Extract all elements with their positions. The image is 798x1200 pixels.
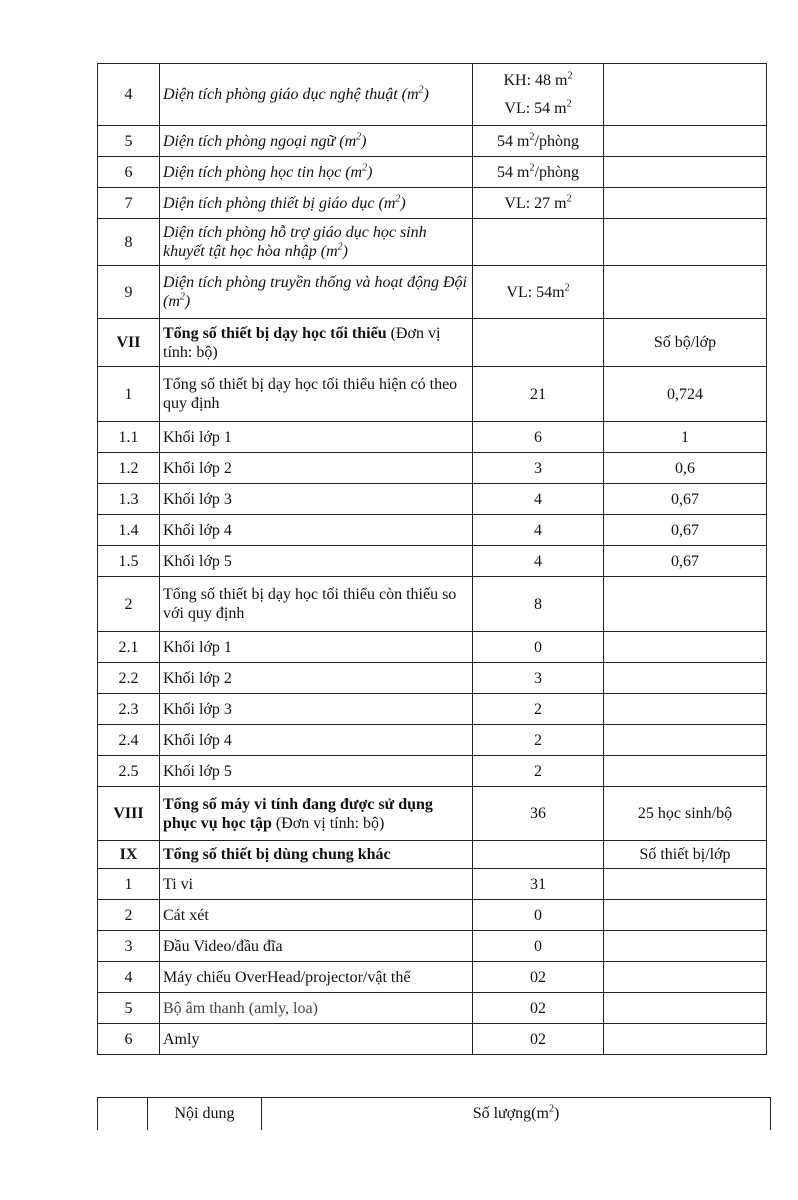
row-number: 1.1 xyxy=(98,422,160,453)
row-number: 9 xyxy=(98,266,160,319)
table-row xyxy=(98,694,767,725)
row-number: 1.3 xyxy=(98,484,160,515)
table-row xyxy=(98,64,767,126)
table-row xyxy=(98,188,767,219)
row-extra xyxy=(604,219,767,266)
row-value: 4 xyxy=(473,546,604,577)
row-value: 2 xyxy=(473,725,604,756)
table-row xyxy=(98,546,767,577)
row-extra xyxy=(604,64,767,126)
row-value: 54 $m^2$/phòng xyxy=(473,157,604,188)
row-extra xyxy=(604,725,767,756)
row-number: 6 xyxy=(98,1024,160,1055)
row-extra xyxy=(604,869,767,900)
table-row xyxy=(98,900,767,931)
row-description: Bộ âm thanh (amly, loa) xyxy=(160,993,473,1024)
row-number: VII xyxy=(98,319,160,367)
row-description: Khối lớp 1 xyxy=(160,632,473,663)
row-extra: 0,67 xyxy=(604,515,767,546)
row-number: VIII xyxy=(98,787,160,841)
row-description: Tổng số thiết bị dùng chung khác xyxy=(160,841,473,869)
row-value: 0 xyxy=(473,632,604,663)
table-row xyxy=(98,1024,767,1055)
row-value: VL: 27 $m^2$ xyxy=(473,188,604,219)
table-row xyxy=(98,422,767,453)
row-value: 6 xyxy=(473,422,604,453)
table-row xyxy=(98,632,767,663)
row-description: Máy chiếu OverHead/projector/vật thể xyxy=(160,962,473,993)
table-row xyxy=(98,869,767,900)
table-row xyxy=(98,266,767,319)
row-extra xyxy=(604,663,767,694)
table-row xyxy=(98,841,767,869)
row-extra xyxy=(604,1024,767,1055)
row-value: 02 xyxy=(473,993,604,1024)
row-number: 1.5 xyxy=(98,546,160,577)
row-value: 31 xyxy=(473,869,604,900)
row-description: Tổng số thiết bị dạy học tối thiểu (Đơn vị tính: bộ) xyxy=(160,319,473,367)
row-value: 02 xyxy=(473,1024,604,1055)
table-row xyxy=(98,515,767,546)
row-description: Khối lớp 5 xyxy=(160,756,473,787)
row-value: 2 xyxy=(473,756,604,787)
table-row xyxy=(98,931,767,962)
area-table-header xyxy=(97,1097,771,1130)
row-extra: Số bộ/lớp xyxy=(604,319,767,367)
row-extra xyxy=(604,900,767,931)
table-row xyxy=(98,663,767,694)
row-description: Diện tích phòng truyền thống và hoạt động Đội $(m^2)$ xyxy=(160,266,473,319)
row-value: 4 xyxy=(473,515,604,546)
row-number: 2.4 xyxy=(98,725,160,756)
facility-table xyxy=(97,63,767,1055)
row-description: Đầu Video/đầu đĩa xyxy=(160,931,473,962)
row-extra: 0,724 xyxy=(604,367,767,422)
row-number: 6 xyxy=(98,157,160,188)
row-description: Khối lớp 3 xyxy=(160,484,473,515)
row-extra: 0,67 xyxy=(604,484,767,515)
row-value: 8 xyxy=(473,577,604,632)
table-row xyxy=(98,993,767,1024)
table-row xyxy=(98,126,767,157)
row-number: 1.4 xyxy=(98,515,160,546)
table-row xyxy=(98,319,767,367)
row-value: 0 xyxy=(473,900,604,931)
row-description: Amly xyxy=(160,1024,473,1055)
row-description: Khối lớp 1 xyxy=(160,422,473,453)
row-number: 4 xyxy=(98,962,160,993)
row-number: 7 xyxy=(98,188,160,219)
table-row xyxy=(98,787,767,841)
row-number: 1.2 xyxy=(98,453,160,484)
row-description: Diện tích phòng giáo dục nghệ thuật $(m^2)$ xyxy=(160,64,473,126)
row-description: Khối lớp 4 xyxy=(160,515,473,546)
row-description: Khối lớp 2 xyxy=(160,453,473,484)
row-value xyxy=(473,841,604,869)
row-value xyxy=(473,319,604,367)
row-number: 5 xyxy=(98,126,160,157)
header-quantity: Số $lượng(m^2)$ xyxy=(262,1098,771,1131)
table-row xyxy=(98,157,767,188)
row-number: 1 xyxy=(98,367,160,422)
table-row xyxy=(98,367,767,422)
row-value: 02 xyxy=(473,962,604,993)
row-description: Cát xét xyxy=(160,900,473,931)
row-description: Khối lớp 2 xyxy=(160,663,473,694)
row-extra xyxy=(604,577,767,632)
row-description: Ti vi xyxy=(160,869,473,900)
row-extra: 0,6 xyxy=(604,453,767,484)
row-description: Diện tích phòng học tin học $(m^2)$ xyxy=(160,157,473,188)
row-extra: 25 học sinh/bộ xyxy=(604,787,767,841)
row-extra: 1 xyxy=(604,422,767,453)
table-row xyxy=(98,725,767,756)
row-extra: 0,67 xyxy=(604,546,767,577)
row-number: 5 xyxy=(98,993,160,1024)
table-row xyxy=(98,219,767,266)
row-description: Diện tích phòng thiết bị giáo dục $(m^2)$ xyxy=(160,188,473,219)
row-extra xyxy=(604,993,767,1024)
row-description: Khối lớp 5 xyxy=(160,546,473,577)
row-extra xyxy=(604,694,767,725)
row-extra xyxy=(604,126,767,157)
row-description: Diện tích phòng hỗ trợ giáo dục học sinh khuyết tật học hòa nhập $(m^2)$ xyxy=(160,219,473,266)
row-number: 2 xyxy=(98,900,160,931)
row-value: 2 xyxy=(473,694,604,725)
row-number: 8 xyxy=(98,219,160,266)
row-number: 2.3 xyxy=(98,694,160,725)
row-number: 2.5 xyxy=(98,756,160,787)
row-extra xyxy=(604,266,767,319)
row-value: 0 xyxy=(473,931,604,962)
row-value: 21 xyxy=(473,367,604,422)
row-number: 4 xyxy=(98,64,160,126)
row-number: 2 xyxy=(98,577,160,632)
row-description: Khối lớp 4 xyxy=(160,725,473,756)
row-value: VL: $54m^2$ xyxy=(473,266,604,319)
row-number: 2.1 xyxy=(98,632,160,663)
row-value: 4 xyxy=(473,484,604,515)
row-number: 2.2 xyxy=(98,663,160,694)
table-header-row xyxy=(98,1098,771,1131)
table-row xyxy=(98,756,767,787)
table-row xyxy=(98,962,767,993)
row-extra xyxy=(604,157,767,188)
row-number: 1 xyxy=(98,869,160,900)
row-description: Diện tích phòng ngoại ngữ $(m^2)$ xyxy=(160,126,473,157)
row-description: Tổng số thiết bị dạy học tối thiểu còn thiếu so với quy định xyxy=(160,577,473,632)
row-number: 3 xyxy=(98,931,160,962)
row-extra xyxy=(604,931,767,962)
row-value: 54 $m^2$/phòng xyxy=(473,126,604,157)
row-extra xyxy=(604,632,767,663)
row-description: Tổng số thiết bị dạy học tối thiểu hiện có theo quy định xyxy=(160,367,473,422)
row-description: Khối lớp 3 xyxy=(160,694,473,725)
row-extra xyxy=(604,962,767,993)
row-number: IX xyxy=(98,841,160,869)
table-row xyxy=(98,484,767,515)
row-value: 3 xyxy=(473,453,604,484)
table-row xyxy=(98,453,767,484)
row-value xyxy=(473,219,604,266)
row-extra: Số thiết bị/lớp xyxy=(604,841,767,869)
row-extra xyxy=(604,188,767,219)
row-extra xyxy=(604,756,767,787)
row-description: Tổng số máy vi tính đang được sử dụng phục vụ học tập (Đơn vị tính: bộ) xyxy=(160,787,473,841)
header-content: Nội dung xyxy=(148,1098,262,1131)
row-value: 3 xyxy=(473,663,604,694)
row-value: 36 xyxy=(473,787,604,841)
table-row xyxy=(98,577,767,632)
row-value: KH: 48 $m^2$ VL: 54 $m^2$ xyxy=(473,64,604,126)
header-number xyxy=(98,1098,148,1131)
